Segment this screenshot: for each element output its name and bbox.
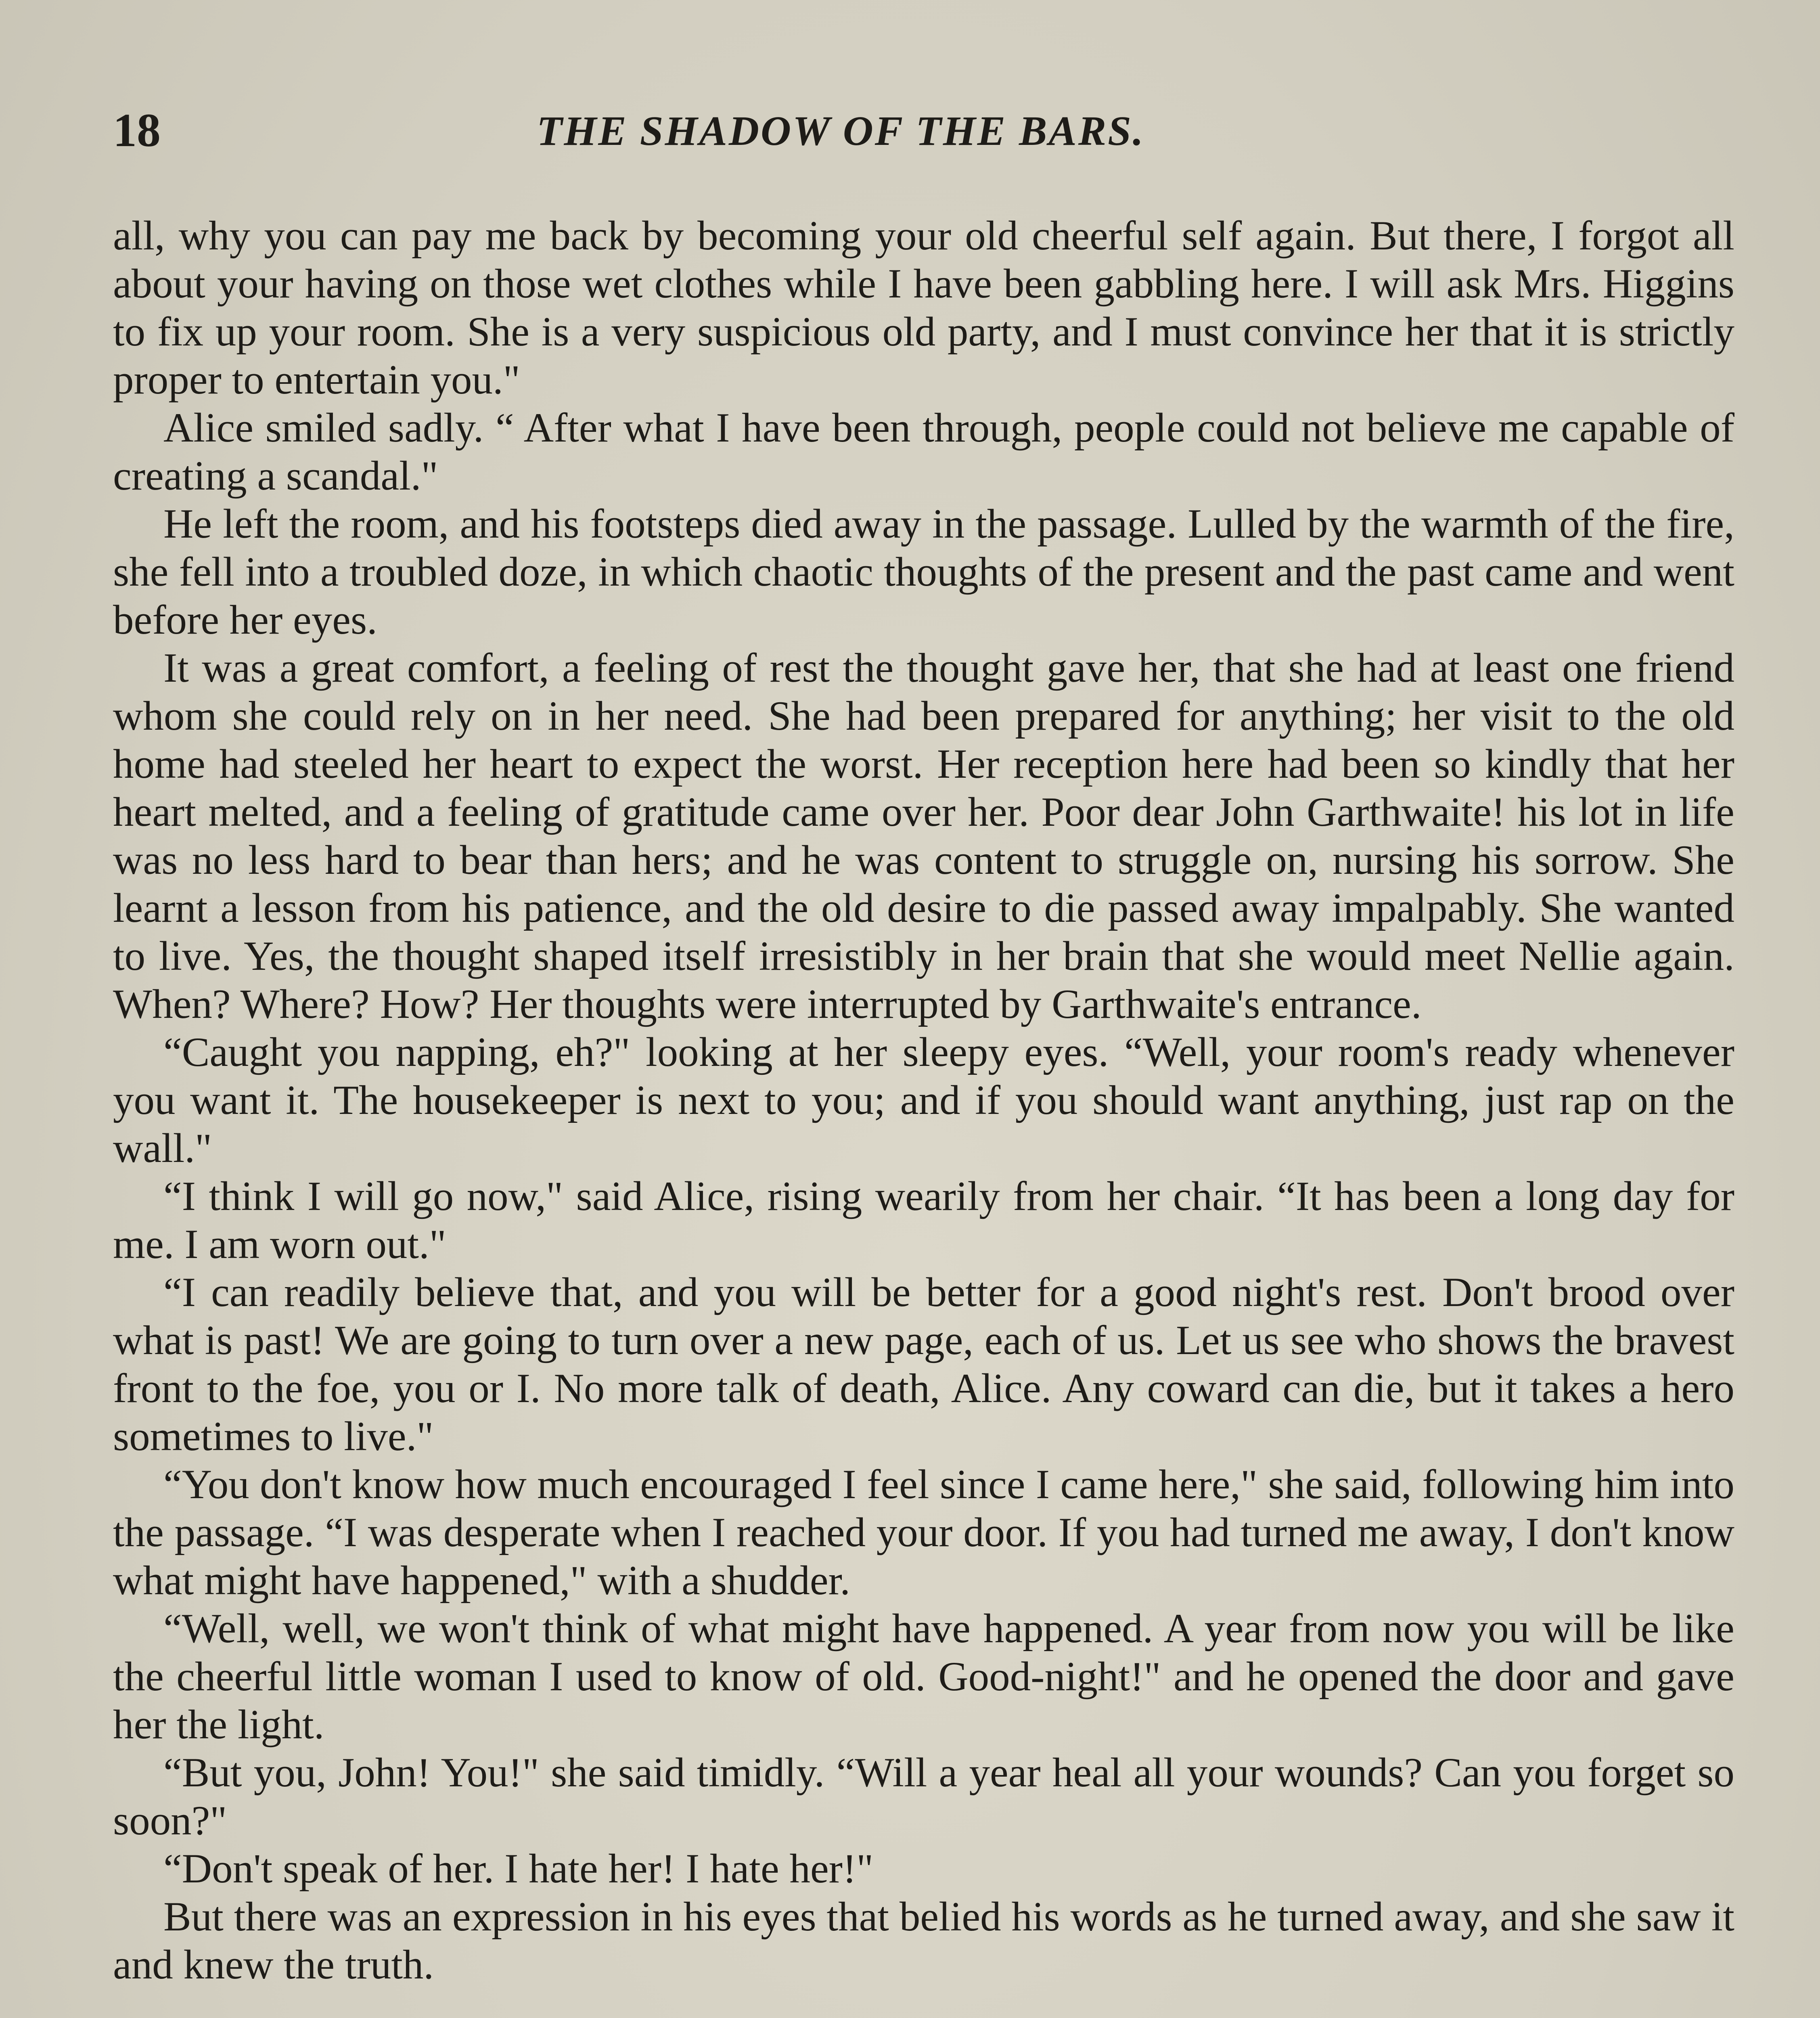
paragraph: all, why you can pay me back by becoming your old cheerful self again. But there, I forgot all about your having on those wet clothes while I have been gabbling here. I will ask Mrs. Higgins to fix up your room. She is a very suspicious old party, and I must convince her that it is strictly proper to entertain you.": [113, 213, 1734, 403]
paragraph: “Don't speak of her. I hate her! I hate her!": [163, 1846, 874, 1892]
paragraph: But there was an expression in his eyes that belied his words as he turned away, and she saw it and knew the truth.: [113, 1894, 1734, 1988]
paragraph: “I think I will go now," said Alice, rising wearily from her chair. “It has been a long day for me. I am worn out.": [113, 1173, 1734, 1267]
paragraph: “Well, well, we won't think of what might have happened. A year from now you will be like the cheerful little woman I used to know of old. Good-night!" and he opened the door and gave her the light.: [113, 1606, 1734, 1748]
page-number: 18: [113, 104, 161, 157]
paragraph: “I can readily believe that, and you will be better for a good night's rest. Don't brood over what is past! We are going to turn over a new page, each of us. Let us see who shows the bravest front to the foe, you or I. No more talk of death, Alice. Any coward can die, but it takes a hero sometimes to live.": [113, 1269, 1734, 1459]
paragraph: It was a great comfort, a feeling of rest the thought gave her, that she had at least one friend whom she could rely on in her need. She had been prepared for anything; her visit to the old home had steeled her heart to expect the worst. Her reception here had been so kindly that her heart melted, and a feeling of gratitude came over her. Poor dear John Garthwaite! his lot in life was no less hard to bear than hers; and he was content to struggle on, nursing his sorrow. She learnt a lesson from his patience, and the old desire to die passed away impalpably. She wanted to live. Yes, the thought shaped itself irresistibly in her brain that she would meet Nellie again. When? Where? How? Her thoughts were interrupted by Garthwaite's entrance.: [113, 645, 1734, 1027]
paragraph: “Caught you napping, eh?" looking at her sleepy eyes. “Well, your room's ready whenever you want it. The housekeeper is next to you; and if you should want anything, just rap on the wall.": [113, 1029, 1734, 1171]
paragraph: He left the room, and his footsteps died away in the passage. Lulled by the warmth of the fire, she fell into a troubled doze, in which chaotic thoughts of the present and the past came and went before her eyes.: [113, 501, 1734, 643]
running-title: THE SHADOW OF THE BARS.: [537, 108, 1145, 154]
paragraph: “You don't know how much encouraged I feel since I came here," she said, following him into the passage. “I was desperate when I reached your door. If you had turned me away, I don't know what might have happened," with a shudder.: [113, 1461, 1734, 1604]
running-head: [113, 103, 1734, 155]
paragraph: “But you, John! You!" she said timidly. “Will a year heal all your wounds? Can you forget so soon?": [113, 1750, 1734, 1844]
paragraph: Alice smiled sadly. “ After what I have been through, people could not believe me capable of creating a scandal.": [113, 405, 1734, 499]
body-text: [113, 212, 1734, 1989]
